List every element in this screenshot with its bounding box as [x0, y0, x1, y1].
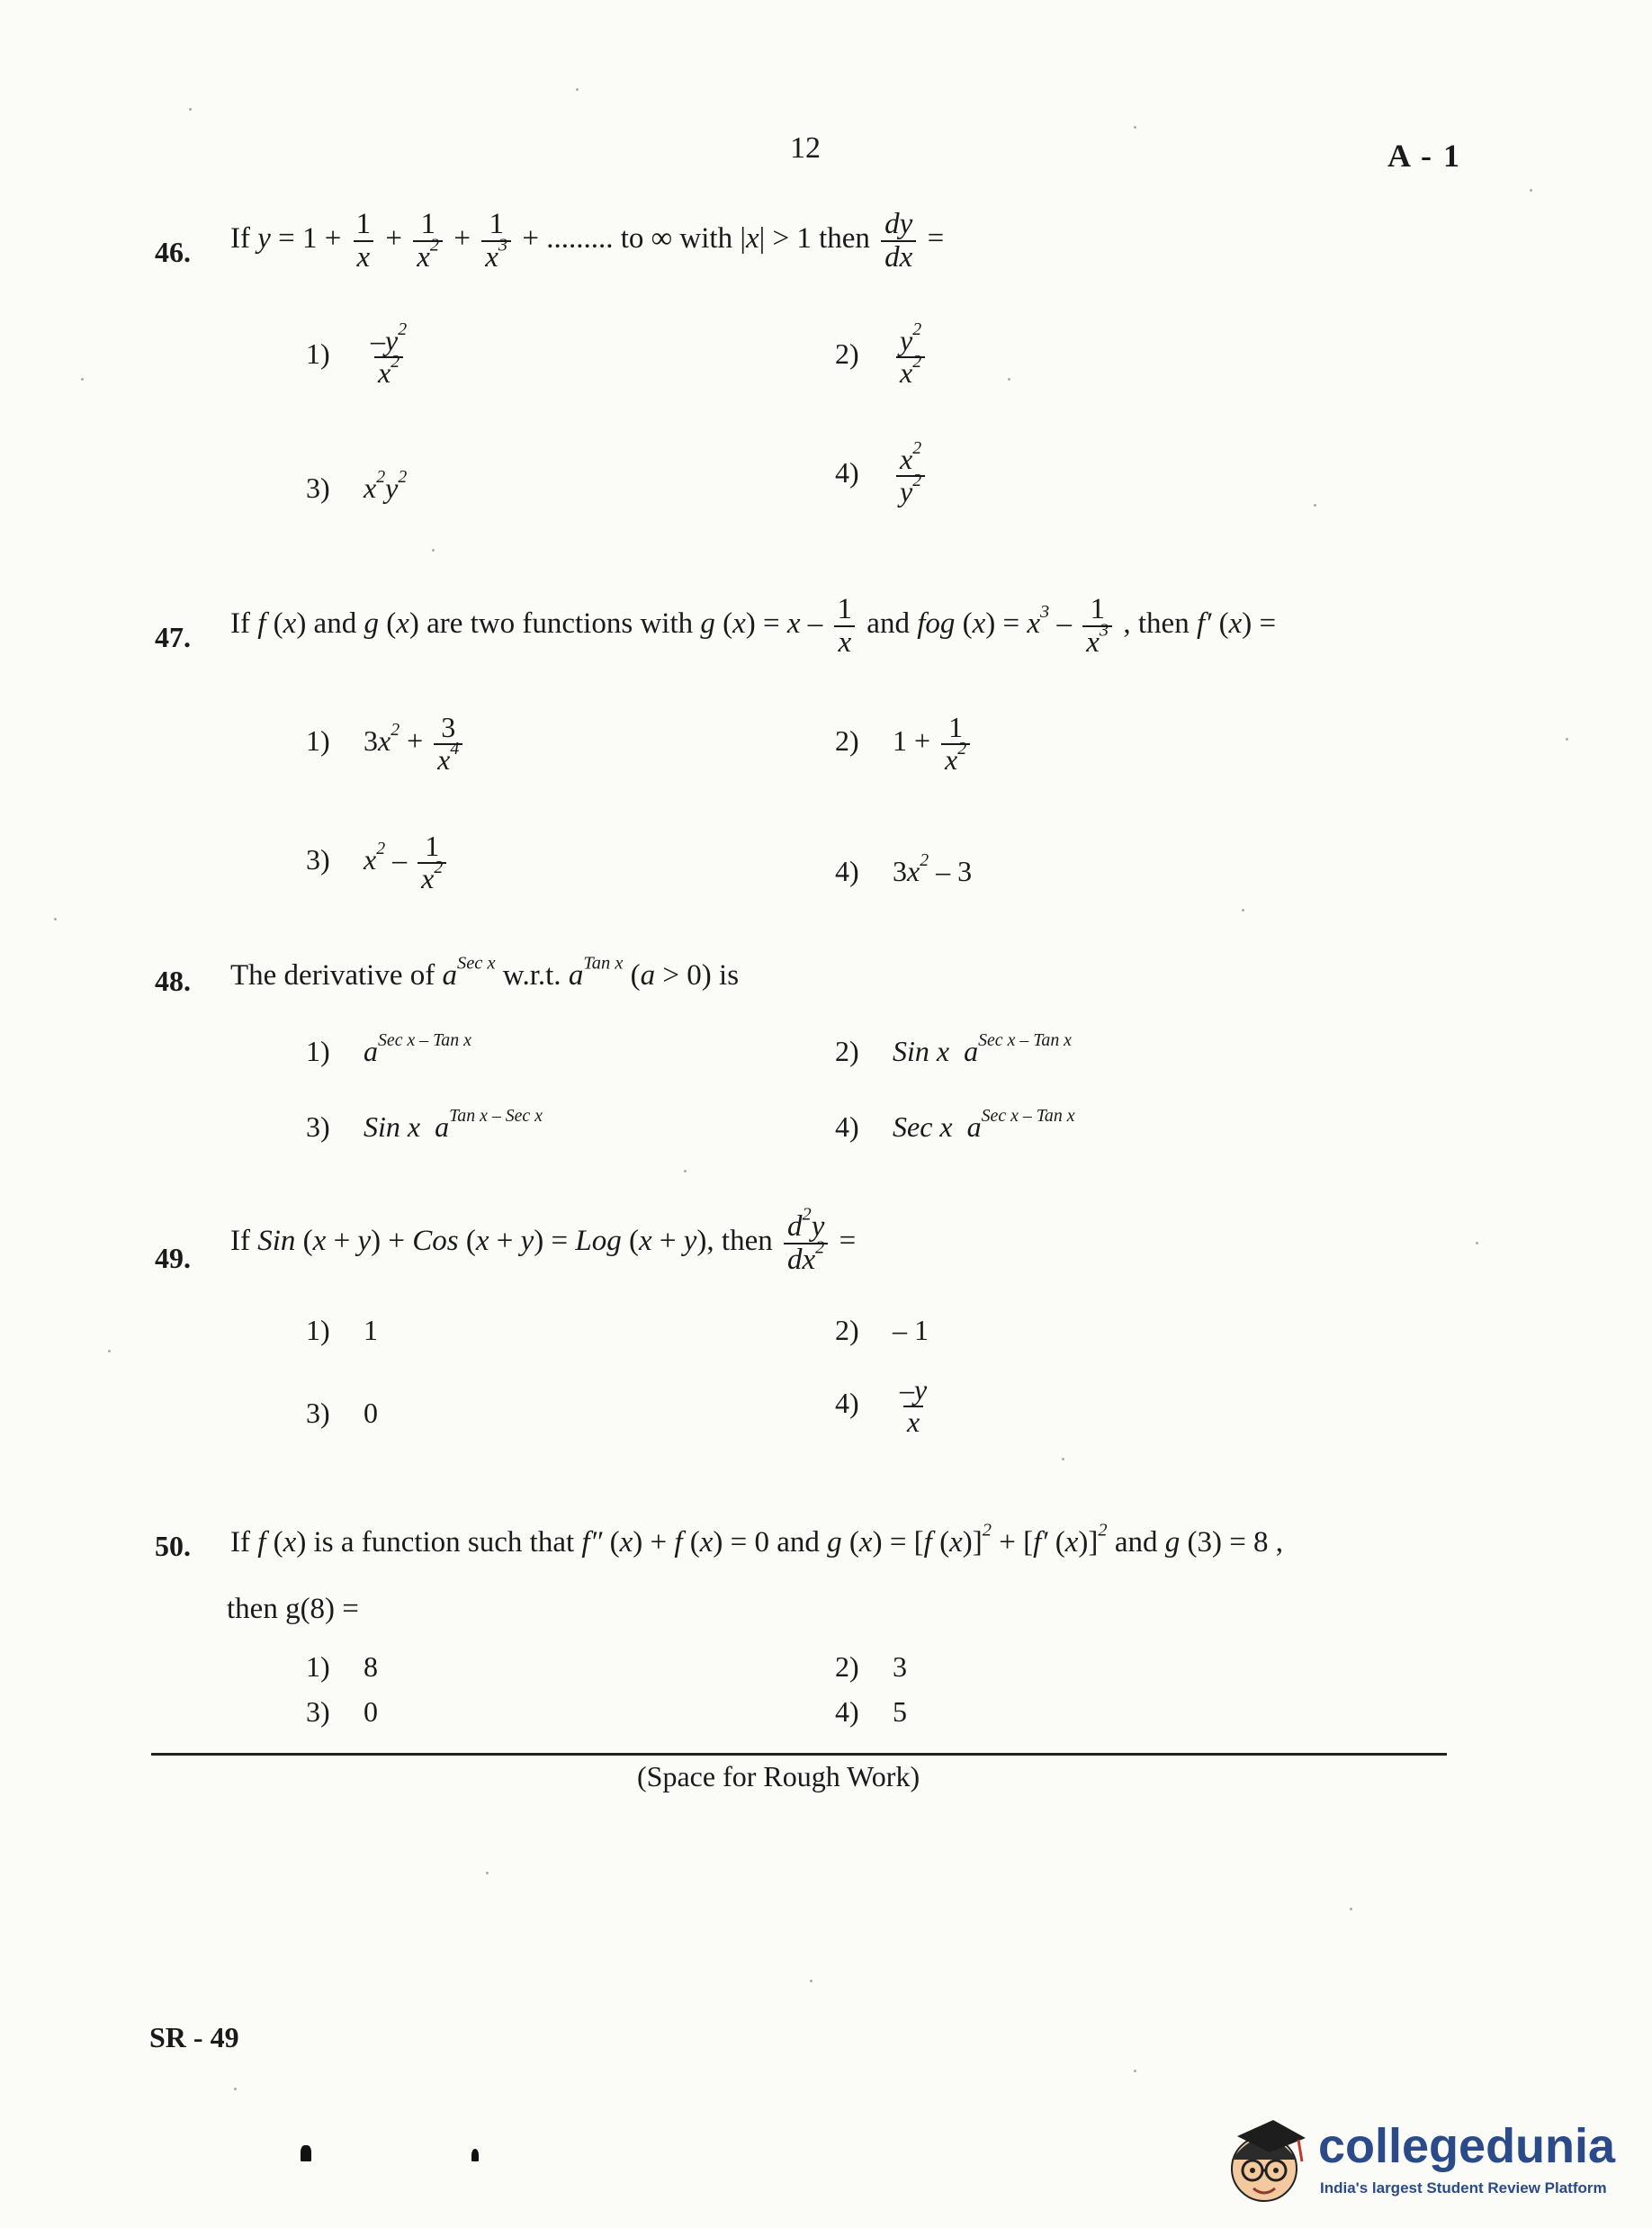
option-label: 1): [306, 1650, 330, 1683]
q46-option-3[interactable]: 3) $x^2y^2$: [306, 467, 408, 504]
question-number-48: 48.: [155, 965, 191, 997]
q47-option-4[interactable]: 4) $3x^2 - 3$: [835, 850, 973, 887]
option-value: 1: [364, 1314, 378, 1346]
option-value: 3: [893, 1650, 907, 1683]
q49-option-2[interactable]: [835, 1314, 929, 1347]
option-label: 3): [306, 1110, 330, 1143]
q49-option-4[interactable]: 4) $\frac{-y}{x}$: [835, 1373, 928, 1438]
collegedunia-logo: [1219, 2113, 1615, 2212]
mascot-icon: [1219, 2113, 1309, 2212]
option-value: 5: [893, 1695, 907, 1728]
option-label: 4): [835, 855, 859, 887]
rough-work-divider: [151, 1753, 1447, 1756]
option-label: 2): [835, 723, 859, 757]
option-value: 8: [364, 1650, 378, 1683]
option-value: 0: [364, 1397, 378, 1429]
option-label: 4): [835, 1695, 859, 1728]
footer-code: SR - 49: [149, 2021, 239, 2053]
page-number: 12: [790, 131, 821, 165]
q50-option-1[interactable]: [306, 1650, 378, 1684]
option-label: 3): [306, 1695, 330, 1728]
option-value: 0: [364, 1695, 378, 1728]
question-number-49: 49.: [155, 1242, 191, 1274]
rough-work-label: (Space for Rough Work): [637, 1760, 920, 1792]
option-label: 4): [835, 455, 859, 489]
q46-option-2[interactable]: 2) $\frac{y^2}{x^2}$: [835, 326, 929, 388]
question-number-47: 47.: [155, 621, 191, 653]
question-number-46: 46.: [155, 236, 191, 268]
q48-option-2[interactable]: 2) Sin x $a^{Sec x - Tan x}$: [835, 1030, 1072, 1067]
scan-mark: [471, 2149, 479, 2161]
brand-tagline: India's largest Student Review Platform: [1320, 2179, 1607, 2197]
option-label: 3): [306, 472, 330, 504]
q47-option-1[interactable]: 1) $3x^2$ + $\frac{3}{x^4}$: [306, 713, 466, 775]
option-label: 2): [835, 1314, 859, 1346]
q48-option-3[interactable]: 3) Sin x $a^{Tan x - Sec x}$: [306, 1106, 543, 1143]
question-50-stem-line2: then g(8) =: [227, 1593, 359, 1625]
q49-option-1[interactable]: [306, 1314, 378, 1347]
brand-name: collegedunia: [1318, 2119, 1616, 2173]
paper-code: A - 1: [1387, 138, 1461, 174]
option-value: – 1: [893, 1314, 929, 1346]
option-label: 1): [306, 723, 330, 757]
option-label: 1): [306, 1314, 330, 1346]
option-label: 1): [306, 1035, 330, 1067]
option-label: 2): [835, 337, 859, 370]
question-50-stem-line1: If f (x) is a function such that f″ (x) + f (x) = 0 and g (x) = [f (x)]$^2$ + [f′ (x)]$^2$ and g (3) = 8 ,: [230, 1520, 1284, 1559]
option-label: 3): [306, 842, 330, 876]
question-46-stem: If y = 1 + $\frac{1}{x}$ + $\frac{1}{x^2}$ + $\frac{1}{x^3}$ + ......... to ∞ with |x| > 1 then $\frac{dy}{dx}$ =: [230, 208, 945, 274]
question-49-stem: If Sin (x + y) + Cos (x + y) = Log (x + y), then $\frac{d^2y}{dx^2}$ =: [230, 1204, 857, 1276]
option-label: 4): [835, 1386, 859, 1419]
q50-option-2[interactable]: [835, 1650, 907, 1684]
q47-option-3[interactable]: 3) $x^2$ – $\frac{1}{x^2}$: [306, 831, 450, 894]
option-label: 3): [306, 1397, 330, 1429]
option-label: 2): [835, 1650, 859, 1683]
q48-option-1[interactable]: 1) $a^{Sec x - Tan x}$: [306, 1030, 471, 1067]
question-47-stem: If f (x) and g (x) are two functions with g (x) = x – $\frac{1}{x}$ and fog $(x) = x^3$ – $\frac{1}{x^3}$ , then f′ (x) =: [230, 593, 1277, 659]
q47-option-2[interactable]: 2) 1 + $\frac{1}{x^2}$: [835, 713, 974, 775]
q46-option-4[interactable]: 4) $\frac{x^2}{y^2}$: [835, 445, 929, 507]
q48-option-4[interactable]: 4) Sec x $a^{Sec x - Tan x}$: [835, 1106, 1075, 1143]
q46-option-1[interactable]: 1) $\frac{-y^2}{x^2}$: [306, 319, 408, 389]
scan-mark: [301, 2145, 311, 2161]
question-48-stem: The derivative of $a^{Sec x}$ w.r.t. $a^{Tan x}$ (a > 0) is: [230, 953, 740, 992]
option-label: 1): [306, 337, 330, 370]
question-number-50: 50.: [155, 1530, 191, 1562]
q49-option-3[interactable]: [306, 1397, 378, 1430]
q50-option-4[interactable]: [835, 1695, 907, 1729]
option-label: 4): [835, 1110, 859, 1143]
q50-option-3[interactable]: [306, 1695, 378, 1729]
option-label: 2): [835, 1035, 859, 1067]
